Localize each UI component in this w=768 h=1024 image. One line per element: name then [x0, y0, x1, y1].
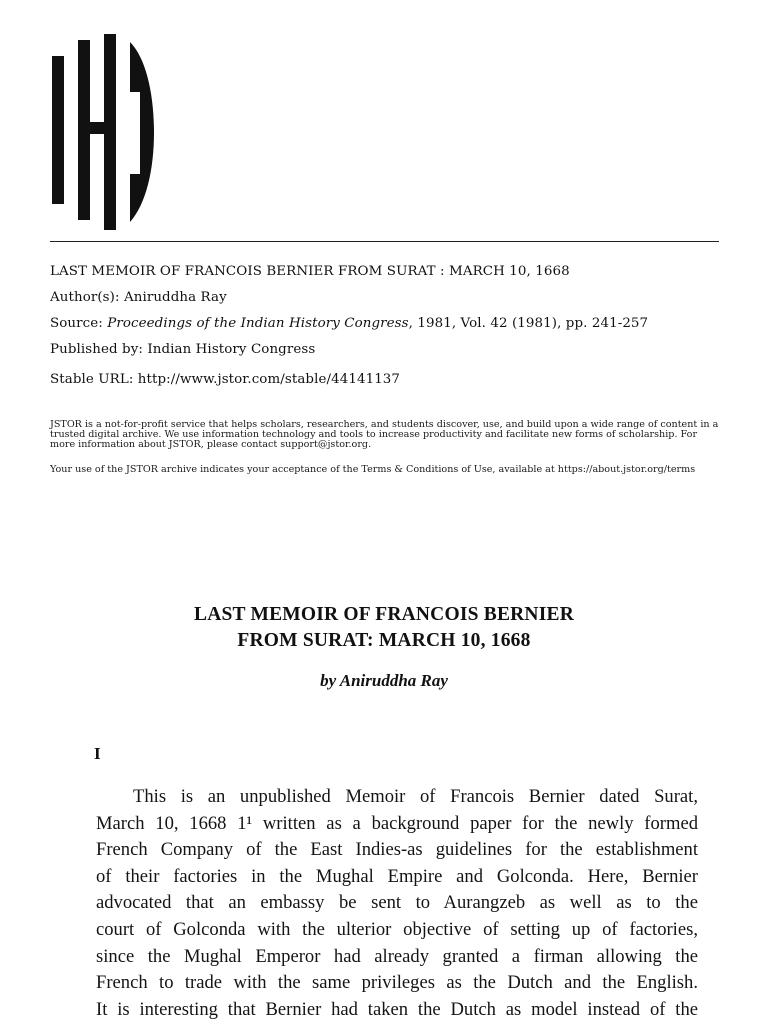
body-line: March 10, 1668 1¹ written as a background paper for the newly formed	[96, 812, 698, 834]
header-divider	[50, 241, 719, 242]
article-byline: by Aniruddha Ray	[320, 671, 448, 690]
source-details: , 1981, Vol. 42 (1981), pp. 241-257	[408, 316, 649, 331]
cover-stable-url[interactable]: Stable URL: http://www.jstor.com/stable/44141137	[50, 372, 401, 387]
cover-source	[50, 316, 648, 331]
body-line: of their factories in the Mughal Empire and Golconda. Here, Bernier	[96, 865, 698, 887]
body-line: French Company of the East Indies-as guidelines for the establishment	[96, 839, 698, 861]
jstor-terms-notice: Your use of the JSTOR archive indicates your acceptance of the Terms & Conditions of Use, available at https://about.jstor.org/terms	[50, 464, 696, 475]
cover-authors: Author(s): Aniruddha Ray	[50, 290, 227, 305]
body-line: French to trade with the same privileges as the Dutch and the English.	[96, 972, 698, 994]
cover-publisher: Published by: Indian History Congress	[50, 342, 316, 357]
body-line: since the Mughal Emperor had already granted a firman allowing the	[96, 945, 698, 967]
cover-article-title: LAST MEMOIR OF FRANCOIS BERNIER FROM SURAT : MARCH 10, 1668	[50, 264, 570, 279]
source-title: Proceedings of the Indian History Congress	[107, 316, 409, 331]
body-paragraph	[96, 784, 698, 1023]
article-title-line-2: FROM SURAT: MARCH 10, 1668	[237, 630, 531, 651]
section-number: I	[94, 744, 101, 763]
jstor-notice: JSTOR is a not-for-profit service that helps scholars, researchers, and students discover, use, and build upon a wide range of content in a trusted digital archive. We use information technology and tools to increase productivity and facilitate new forms of scholarship. For more information about JSTOR, please contact support@jstor.org.	[50, 419, 719, 451]
ihc-logo	[50, 34, 156, 230]
source-label: Source:	[50, 316, 108, 331]
body-line: court of Golconda with the ulterior objective of setting up of factories,	[96, 918, 698, 940]
article-title-line-1: LAST MEMOIR OF FRANCOIS BERNIER	[194, 604, 574, 625]
body-line: It is interesting that Bernier had taken the Dutch as model instead of the	[96, 998, 698, 1020]
body-line: advocated that an embassy be sent to Aurangzeb as well as to the	[96, 892, 698, 914]
body-line: This is an unpublished Memoir of Francois Bernier dated Surat,	[133, 786, 698, 807]
